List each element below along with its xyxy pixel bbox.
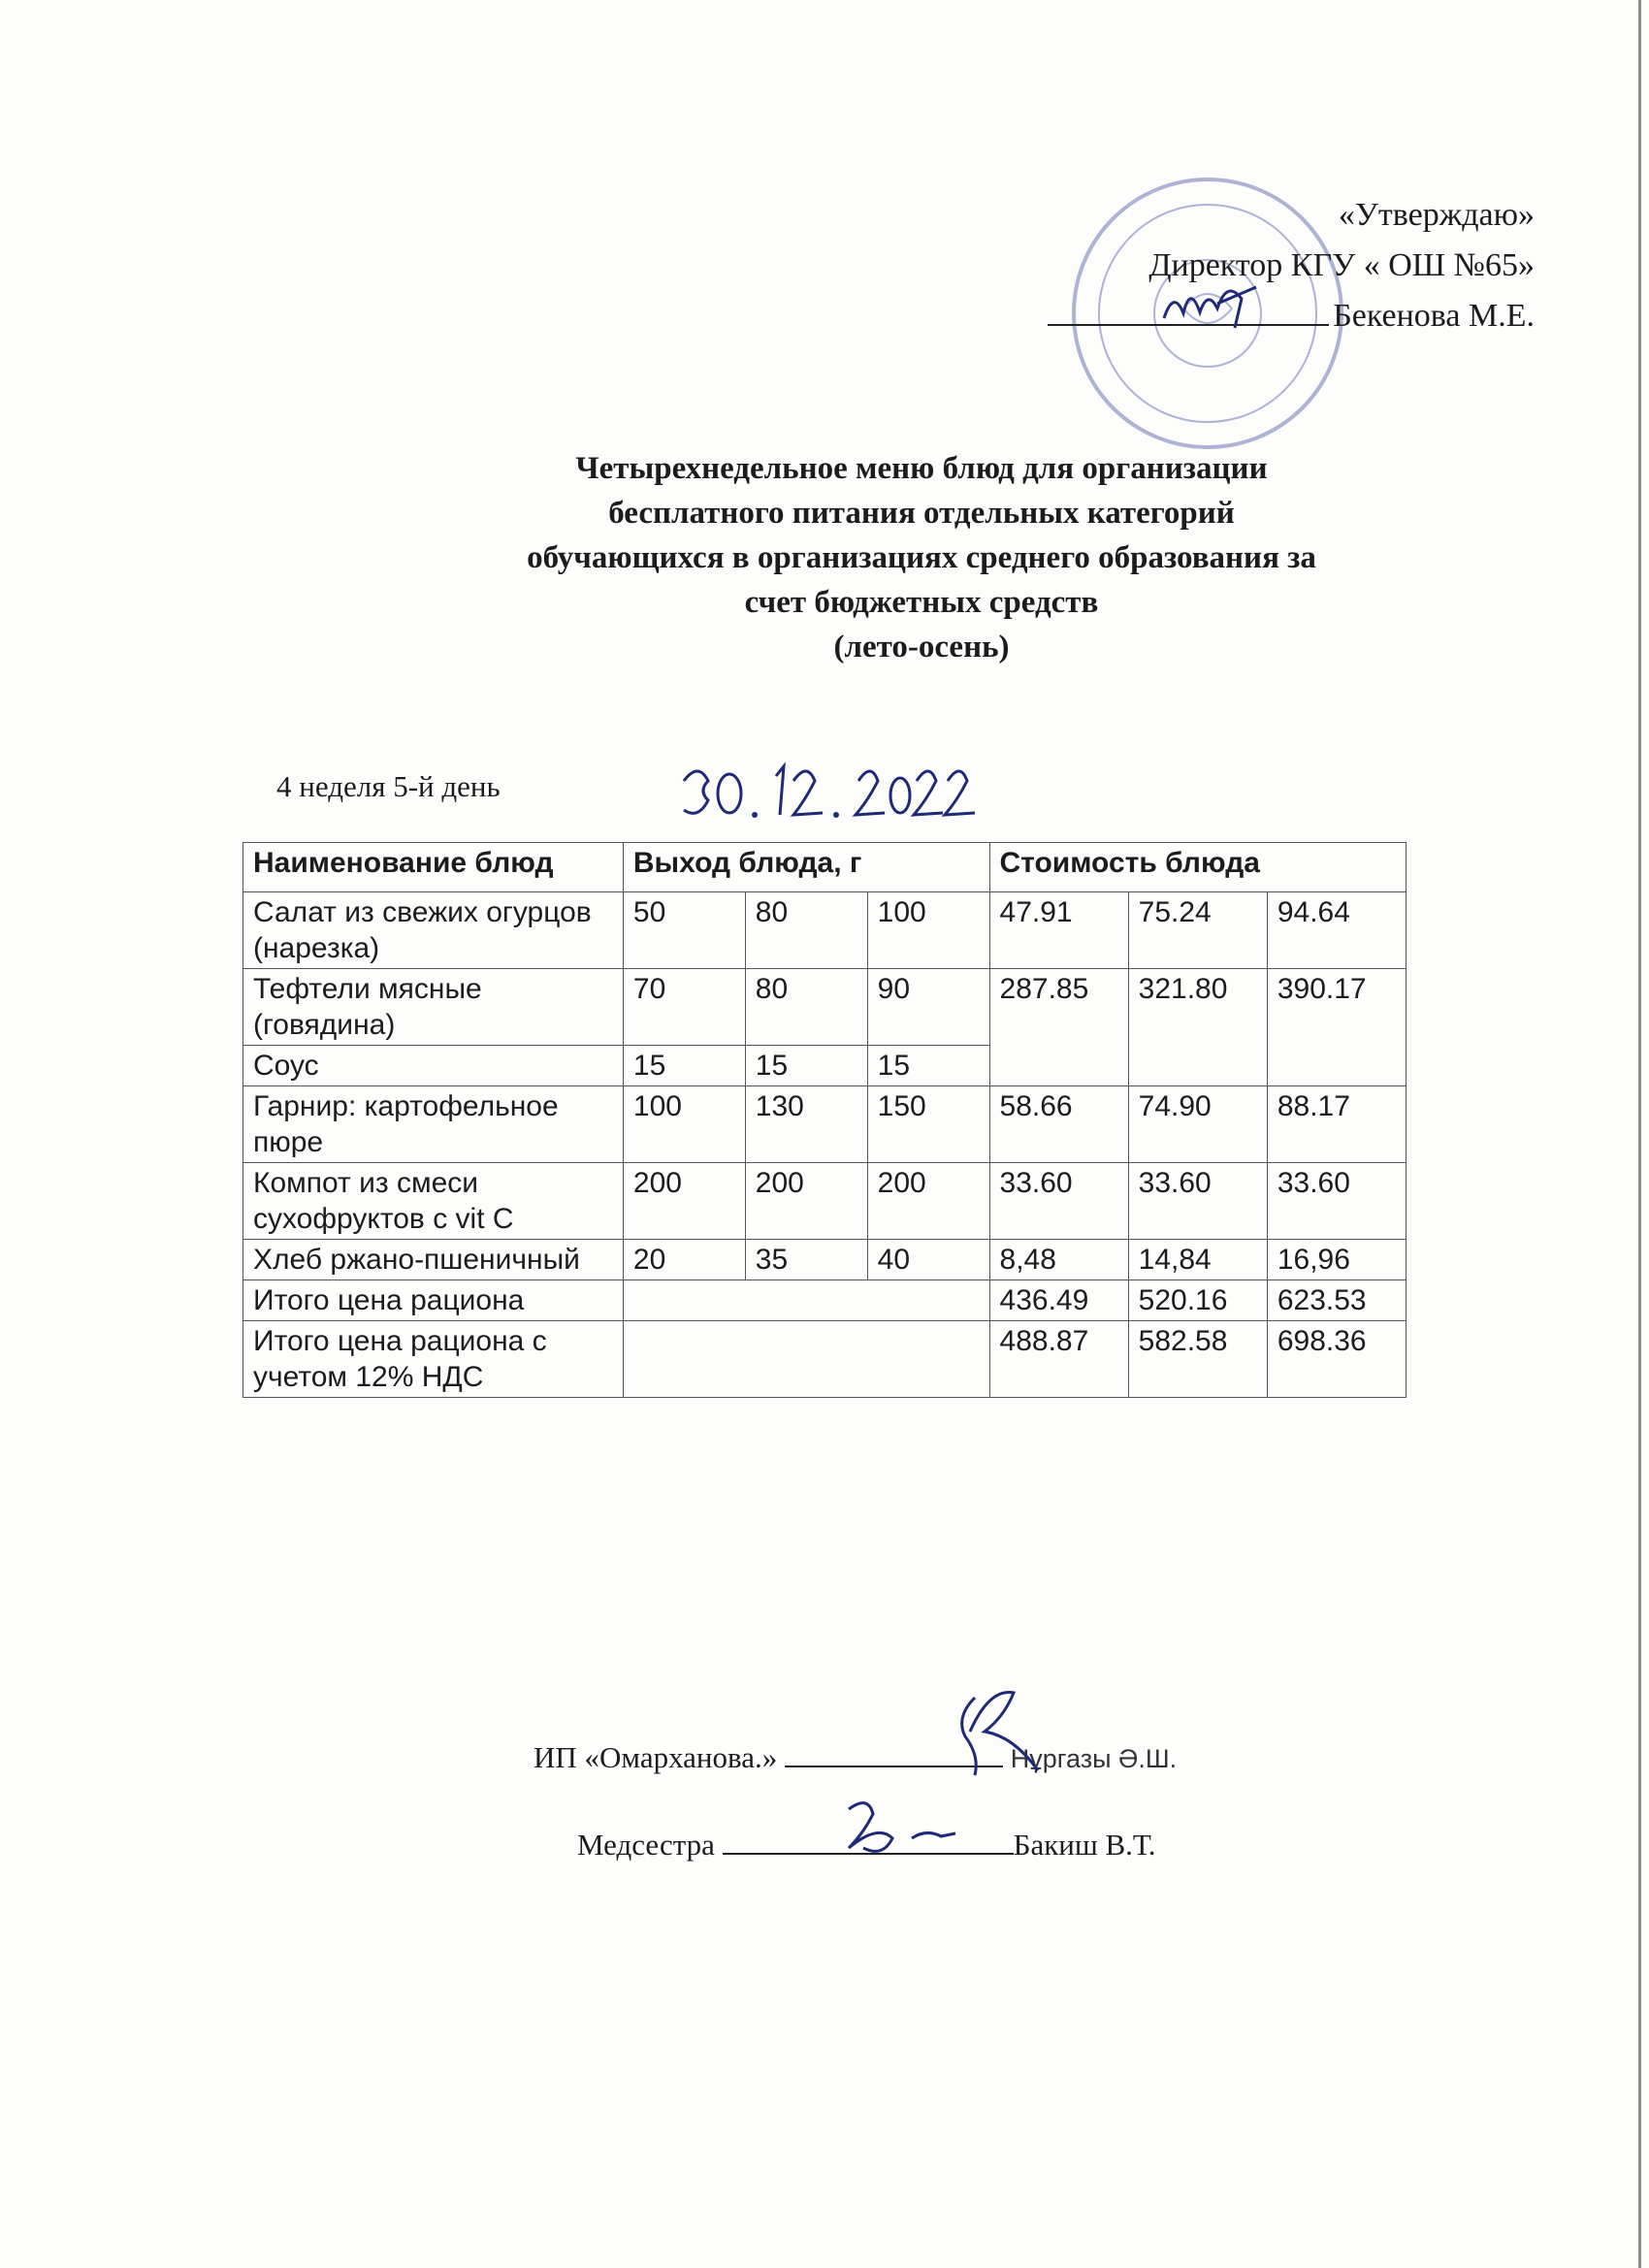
price-cell: 74.90 [1128,1086,1267,1163]
weight-cell: 150 [867,1086,989,1163]
total-price: 520.16 [1128,1280,1267,1321]
price-cell: 94.64 [1267,892,1406,969]
total-vat-row [243,1321,1406,1398]
price-cell: 14,84 [1128,1240,1267,1280]
price-cell: 75.24 [1128,892,1267,969]
weight-cell: 40 [867,1240,989,1280]
price-cell: 33.60 [1267,1163,1406,1240]
weight-cell: 50 [623,892,745,969]
price-cell: 33.60 [989,1163,1128,1240]
approval-signature-line [1048,291,1535,341]
table-row [243,1240,1406,1280]
nurse-signature [834,1790,970,1863]
page-edge [1638,0,1641,2268]
supplier-signature-row [534,1736,1177,1775]
weight-cell: 35 [745,1240,867,1280]
total-empty-cell [623,1280,989,1321]
weight-cell: 80 [745,969,867,1046]
weight-cell: 15 [745,1046,867,1086]
weight-cell: 15 [623,1046,745,1086]
supplier-name: Нұргазы Ә.Ш. [1010,1744,1178,1773]
dish-name: Салат из свежих огурцов (нарезка) [243,892,624,969]
weight-cell: 20 [623,1240,745,1280]
price-cell: 287.85 [989,969,1128,1086]
total-vat-price: 698.36 [1267,1321,1406,1398]
director-name: Бекенова М.Е. [1333,298,1535,334]
price-cell: 33.60 [1128,1163,1267,1240]
weight-cell: 90 [867,969,989,1046]
approval-block [1048,190,1535,341]
total-vat-empty-cell [623,1321,989,1398]
approval-position: Директор КГУ « ОШ №65» [1148,247,1535,283]
total-price: 623.53 [1267,1280,1406,1321]
weight-cell: 200 [623,1163,745,1240]
price-cell: 47.91 [989,892,1128,969]
total-vat-price: 488.87 [989,1321,1128,1398]
title-line-3: обучающихся в организациях среднего образования за [527,540,1316,575]
weight-cell: 200 [745,1163,867,1240]
weight-cell: 80 [745,892,867,969]
dish-name: Тефтели мясные (говядина) [243,969,624,1046]
dish-name: Гарнир: картофельное пюре [243,1086,624,1163]
menu-table [242,842,1406,1398]
weight-cell: 200 [867,1163,989,1240]
header-cost: Стоимость блюда [989,843,1406,892]
title-line-2: бесплатного питания отдельных категорий [608,496,1235,531]
dish-name: Хлеб ржано-пшеничный [243,1240,624,1280]
total-label: Итого цена рациона [243,1280,624,1321]
approval-heading: «Утверждаю» [1338,197,1535,233]
price-cell: 321.80 [1128,969,1267,1086]
weight-cell: 15 [867,1046,989,1086]
table-row [243,892,1406,969]
handwritten-date [679,757,980,825]
supplier-label: ИП «Омарханова.» [534,1740,778,1774]
price-cell: 390.17 [1267,969,1406,1086]
supplier-signature [946,1678,1062,1785]
weight-cell: 70 [623,969,745,1046]
title-line-4: счет бюджетных средств [744,585,1099,620]
weight-cell: 100 [623,1086,745,1163]
header-weight: Выход блюда, г [623,843,989,892]
weight-cell: 100 [867,892,989,969]
total-vat-price: 582.58 [1128,1321,1267,1398]
price-cell: 16,96 [1267,1240,1406,1280]
table-header-row [243,843,1406,892]
week-day-label: 4 неделя 5-й день [276,769,501,803]
title-line-5: (лето-осень) [833,630,1010,664]
price-cell: 8,48 [989,1240,1128,1280]
document-title [242,446,1600,669]
director-signature [1159,270,1266,338]
weight-cell: 130 [745,1086,867,1163]
price-cell: 88.17 [1267,1086,1406,1163]
header-dish-name: Наименование блюд [243,843,624,892]
table-row [243,1163,1406,1240]
title-line-1: Четырехнедельное меню блюд для организации [575,451,1268,486]
total-row [243,1280,1406,1321]
total-price: 436.49 [989,1280,1128,1321]
dish-name: Компот из смеси сухофруктов с vit C [243,1163,624,1240]
price-cell: 58.66 [989,1086,1128,1163]
table-row [243,969,1406,1046]
total-vat-label: Итого цена рациона с учетом 12% НДС [243,1321,624,1398]
dish-name: Соус [243,1046,624,1086]
nurse-name: Бакиш В.Т. [1013,1828,1156,1862]
table-row [243,1086,1406,1163]
nurse-label: Медсестра [577,1828,715,1862]
